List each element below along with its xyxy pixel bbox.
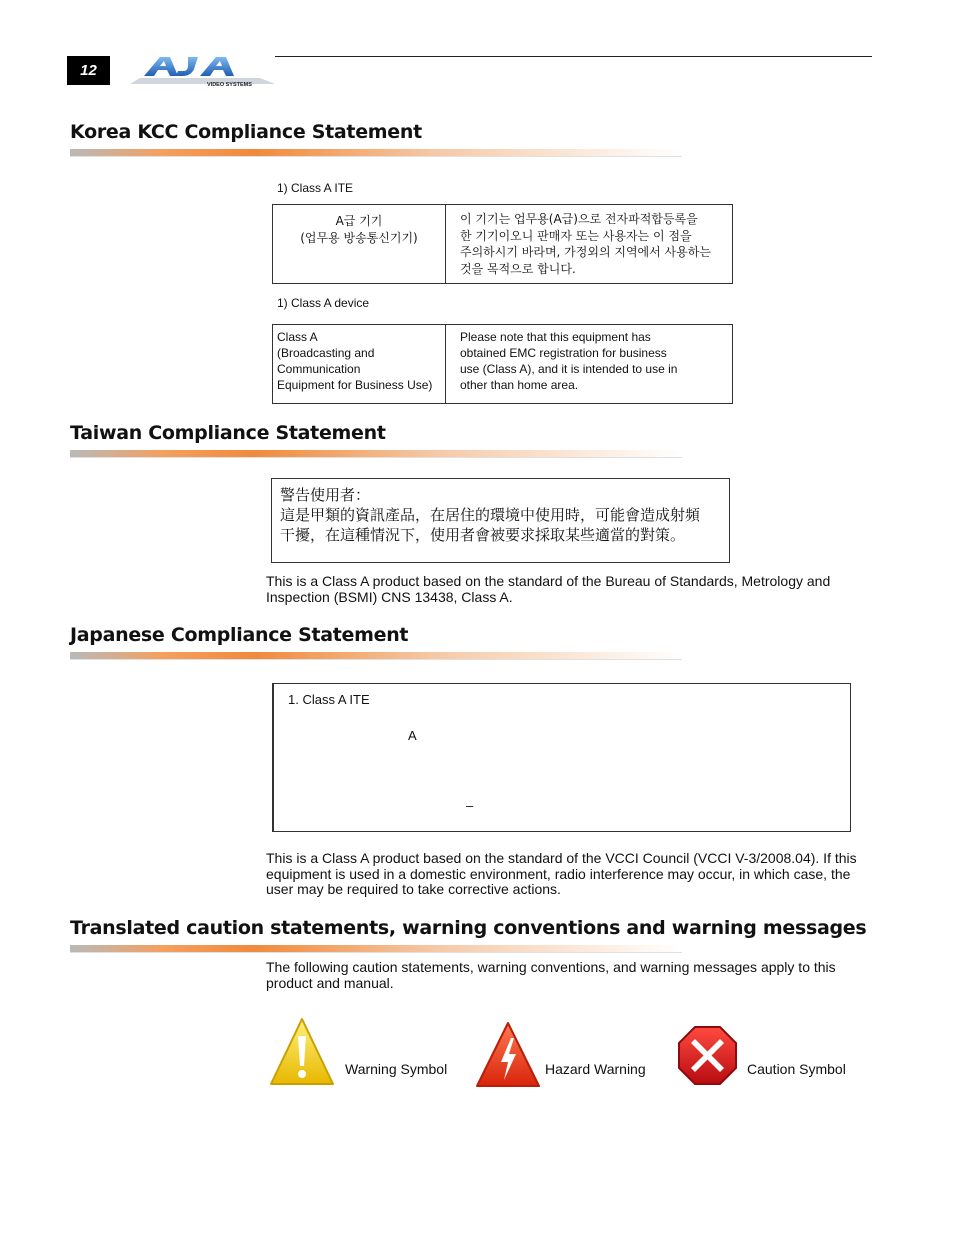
korea-heading: Korea KCC Compliance Statement — [70, 121, 422, 143]
korea-table-1-right — [446, 205, 733, 284]
japan-note: This is a Class A product based on the standard of the VCCI Council (VCCI V-3/2008.04). If this equipment is used in a domestic environment, radio interference may occur, in which case, the user may be required to take corrective actions. — [266, 850, 857, 897]
japan-heading: Japanese Compliance Statement — [70, 624, 409, 646]
korea-table-2-right-line: obtained EMC registration for business — [460, 346, 667, 360]
japan-box-char: A — [408, 728, 417, 743]
japan-box-dash: – — [466, 798, 474, 813]
korea-table-2-left-line: Equipment for Business Use) — [277, 378, 433, 392]
section-rule — [70, 652, 682, 660]
caution-symbol-label: Caution Symbol — [747, 1061, 846, 1077]
taiwan-heading: Taiwan Compliance Statement — [70, 422, 386, 444]
korea-table-2-right-line: use (Class A), and it is intended to use in — [460, 362, 678, 376]
korea-table-2-left-line: (Broadcasting and — [277, 346, 375, 360]
japan-box-title: 1. Class A ITE — [288, 692, 370, 707]
korea-table-1-left-line: A급 기기 — [335, 214, 383, 228]
korea-table-2-left — [273, 325, 446, 404]
korea-table-1-right-line: 한 기기이오니 판매자 또는 사용자는 이 점을 — [460, 228, 692, 243]
korea-table-1-left — [273, 205, 446, 284]
korea-table-2-right-line: Please note that this equipment has — [460, 330, 651, 344]
section-rule — [70, 945, 682, 953]
hazard-icon — [474, 1020, 542, 1090]
taiwan-warning-line: 警告使用者： — [280, 486, 371, 504]
korea-table-2-right — [446, 325, 733, 404]
logo-subtext: VIDEO SYSTEMS — [207, 82, 252, 88]
korea-label-class-a-ite: 1) Class A ITE — [277, 181, 354, 195]
translated-heading: Translated caution statements, warning conventions and warning messages — [70, 917, 867, 939]
korea-label-class-a-device: 1) Class A device — [277, 296, 370, 310]
korea-table-2-left-line: Communication — [277, 362, 361, 376]
taiwan-warning-line: 干擾，在這種情況下，使用者會被要求採取某些適當的對策。 — [280, 526, 686, 544]
korea-table-1-right-line: 것을 목적으로 합니다. — [460, 261, 576, 276]
warning-icon — [268, 1016, 336, 1088]
korea-table-2 — [272, 324, 733, 404]
japan-compliance-box — [272, 683, 851, 832]
section-rule — [70, 149, 682, 157]
korea-table-1-right-line: 이 기기는 업무용(A급)으로 전자파적합등록을 — [460, 212, 698, 226]
header-rule — [275, 56, 872, 57]
page-number: 12 — [67, 56, 110, 85]
korea-table-2-left-line: Class A — [277, 330, 318, 344]
translated-intro: The following caution statements, warning conventions, and warning messages apply to this product and manual. — [266, 959, 836, 991]
hazard-warning-label: Hazard Warning — [545, 1061, 646, 1077]
caution-icon — [677, 1025, 738, 1086]
aja-logo — [130, 54, 275, 88]
warning-symbol-label: Warning Symbol — [345, 1061, 448, 1077]
taiwan-warning-box — [271, 478, 730, 563]
taiwan-warning-line: 這是甲類的資訊產品，在居住的環境中使用時，可能會造成射頻 — [280, 506, 701, 524]
korea-table-1 — [272, 204, 733, 284]
korea-table-2-right-line: other than home area. — [460, 378, 579, 392]
taiwan-note: This is a Class A product based on the standard of the Bureau of Standards, Metrology and Inspection (BSMI) CNS 13438, Class A. — [266, 573, 831, 605]
korea-table-1-right-line: 주의하시기 바라며, 가정외의 지역에서 사용하는 — [460, 245, 711, 259]
section-rule — [70, 450, 682, 458]
korea-table-1-left-line: (업무용 방송통신기기) — [300, 231, 418, 245]
